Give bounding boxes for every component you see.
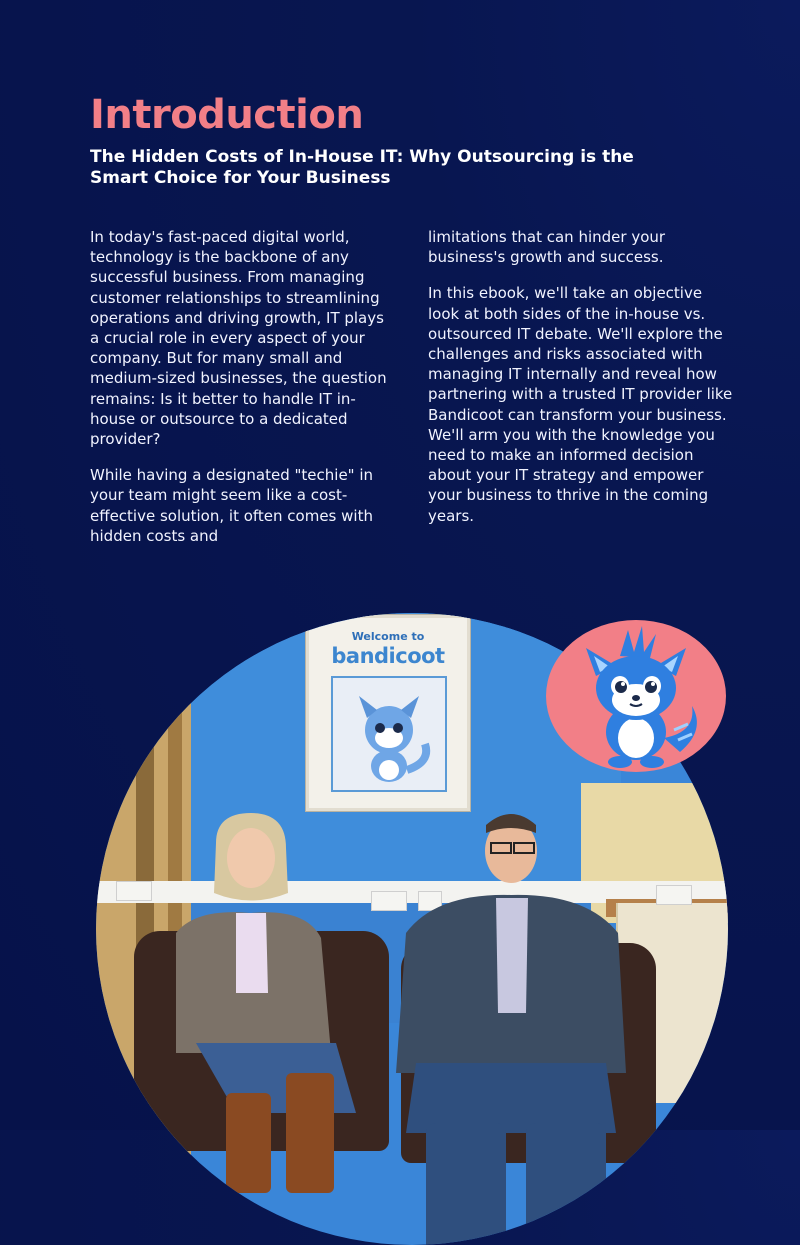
woman-figure [156,813,386,1245]
wall-socket [116,881,152,901]
body-column-left [90,227,390,562]
man-figure [386,803,636,1245]
poster-mascot-art [331,676,447,792]
mascot-badge-art [546,620,726,772]
mascot-illustration [333,678,445,790]
page-subtitle: The Hidden Costs of In-House IT: Why Outsourcing is the Smart Choice for Your Business [90,147,634,188]
wall-socket [656,885,692,905]
poster-welcome-text: Welcome to [351,630,425,643]
paragraph: While having a designated "techie" in your team might seem like a cost-effective solution, it often comes with hidden costs and [90,466,374,545]
paragraph: In today's fast-paced digital world, technology is the backbone of any successful business. From managing customer relationships to streamlining operations and driving growth, IT plays a crucial role in every aspect of your company. But for many small and medium-sized businesses, the question remains: Is it better to handle IT in-house or outsource to a dedicated provider? [90,228,387,449]
bandicoot-mascot-icon [546,620,726,772]
paragraph: limitations that can hinder your business's growth and success. [428,228,666,267]
paragraph: In this ebook, we'll take an objective look at both sides of the in-house vs. outsourced IT debate. We'll explore the challenges and risks associated with managing IT internally and reveal how partnering with a trusted IT provider like Bandicoot can transform your business. We'll arm you with the knowledge you need to make an informed decision about your IT strategy and empower your business to thrive in the coming years. [428,284,733,525]
page-title: Introduction [90,92,364,138]
welcome-poster [306,615,470,811]
poster-brand-text: bandicoot [331,644,445,668]
body-column-right [428,227,733,542]
